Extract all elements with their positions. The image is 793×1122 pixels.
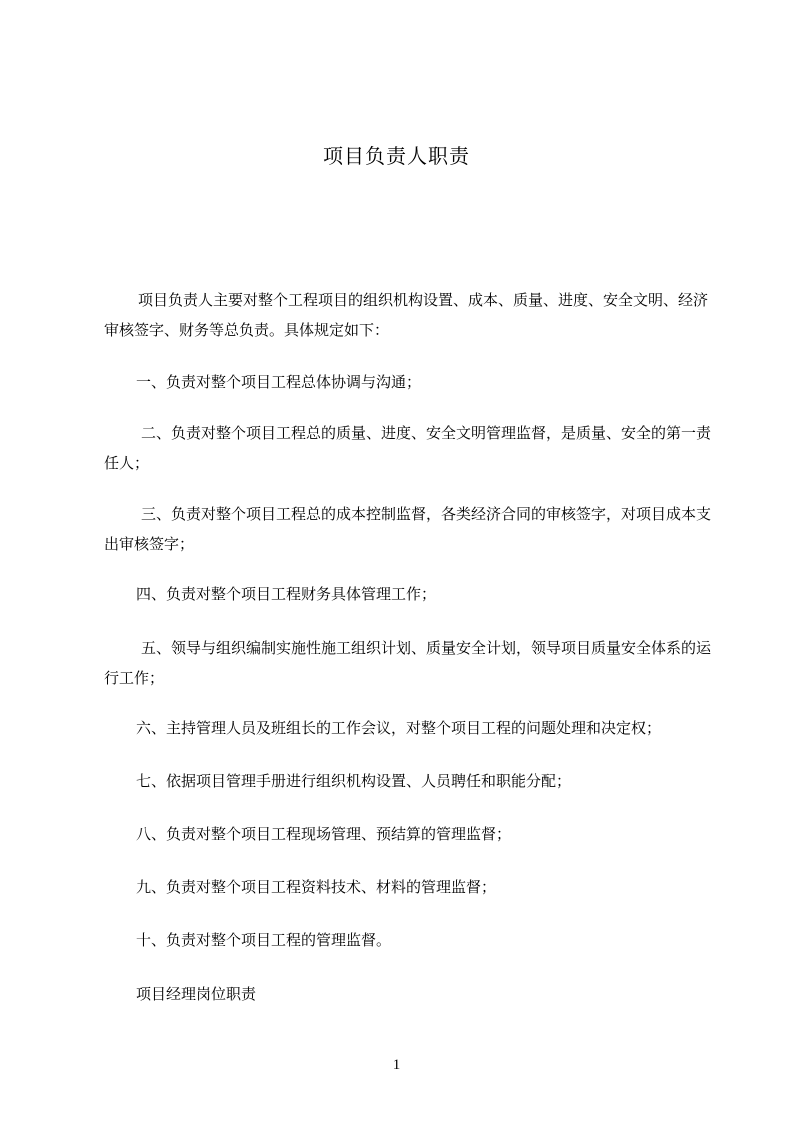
page-number: 1 — [392, 1057, 401, 1073]
duty-item-8: 八、负责对整个项目工程现场管理、预结算的管理监督； — [136, 825, 512, 843]
duty-item-2: 二、负责对整个项目工程总的质量、进度、安全文明管理监督，是质量、安全的第一责任人； — [104, 424, 712, 472]
duty-item-10: 十、负责对整个项目工程的管理监督。 — [136, 931, 392, 949]
duty-item-5: 五、领导与组织编制实施性施工组织计划、质量安全计划，领导项目质量安全体系的运行工作； — [104, 639, 712, 687]
next-section-heading: 项目经理岗位职责 — [136, 985, 257, 1003]
duty-item-3: 三、负责对整个项目工程总的成本控制监督，各类经济合同的审核签字，对项目成本支出审核签字； — [104, 505, 712, 553]
duty-item-4: 四、负责对整个项目工程财务具体管理工作； — [136, 585, 437, 603]
intro-paragraph: 项目负责人主要对整个工程项目的组织机构设置、成本、质量、进度、安全文明、经济审核签字、财务等总负责。具体规定如下： — [104, 291, 709, 339]
duty-item-9: 九、负责对整个项目工程资料技术、材料的管理监督； — [136, 878, 497, 896]
document-title: 项目负责人职责 — [323, 144, 470, 168]
duty-item-7: 七、依据项目管理手册进行组织机构设置、人员聘任和职能分配； — [136, 772, 572, 790]
duty-item-6: 六、主持管理人员及班组长的工作会议，对整个项目工程的问题处理和决定权； — [136, 719, 662, 737]
duty-item-1: 一、负责对整个项目工程总体协调与沟通； — [136, 373, 422, 391]
